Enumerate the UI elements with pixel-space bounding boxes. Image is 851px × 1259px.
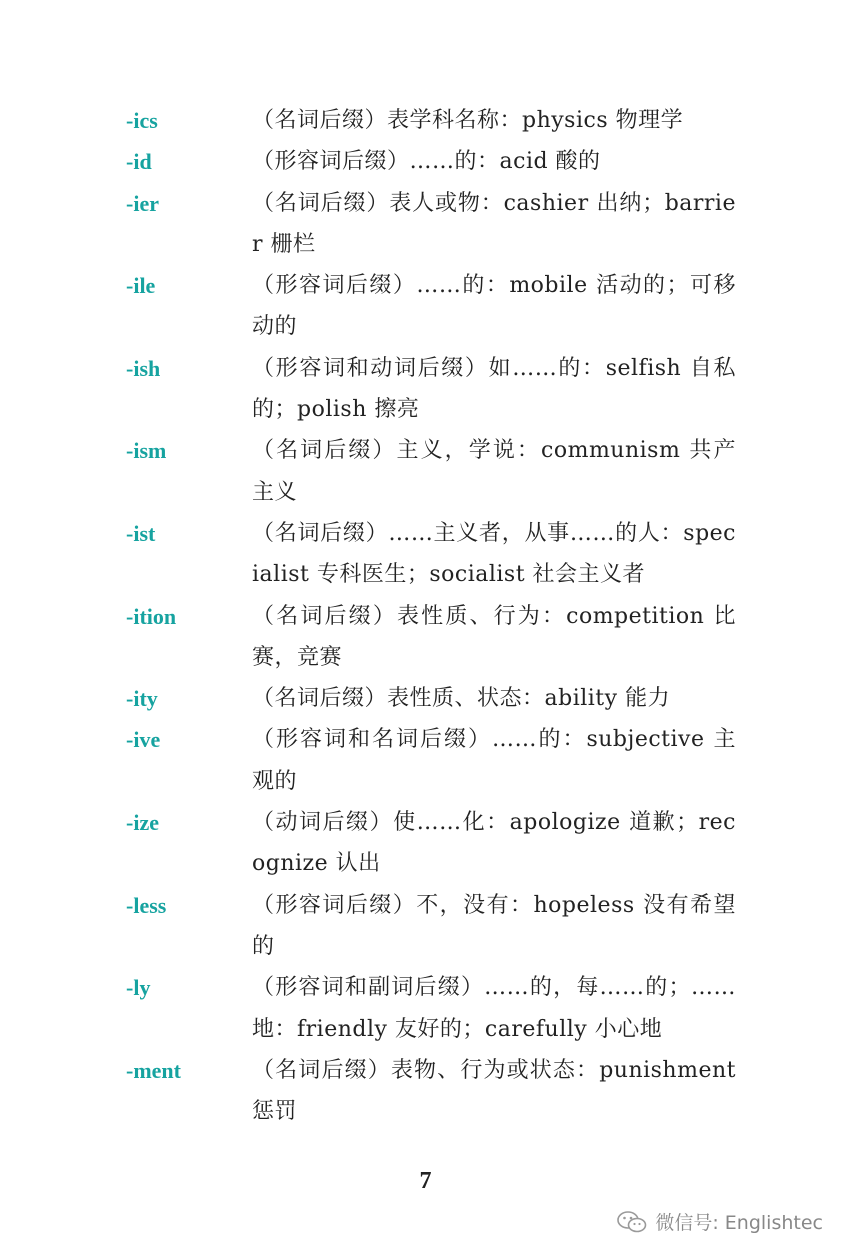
list-item [126, 183, 736, 266]
suffix-term: -ive [126, 727, 161, 753]
suffix-definition: （名词后缀）表人或物：cashier 出纳；barrier 栅栏 [252, 190, 736, 257]
suffix-definition: （形容词和动词后缀）如……的：selfish 自私的；polish 擦亮 [252, 355, 736, 423]
list-item [126, 100, 736, 141]
suffix-definition: （形容词后缀）……的：acid 酸的 [252, 149, 601, 175]
suffix-term: -ment [126, 1057, 181, 1083]
suffix-definition: （名词后缀）……主义者，从事……的人：specialist 专科医生；socialist 社会主义者 [252, 520, 736, 588]
list-item [126, 513, 736, 596]
suffix-definition: （动词后缀）使……化：apologize 道歉；recognize 认出 [252, 810, 736, 877]
list-item [126, 678, 736, 719]
list-item [126, 141, 736, 182]
suffix-term: -ism [126, 438, 167, 464]
list-item [126, 885, 736, 968]
list-item [126, 802, 736, 885]
suffix-term: -ly [126, 975, 151, 1001]
watermark-text: 微信号: Englishtec [655, 1212, 823, 1234]
suffix-term: -ity [126, 686, 158, 712]
list-item [126, 1050, 736, 1133]
suffix-definition: （形容词和副词后缀）……的，每……的；……地：friendly 友好的；carefully 小心地 [252, 975, 736, 1042]
list-item [126, 596, 736, 679]
list-item [126, 348, 736, 431]
suffix-term: -ist [126, 520, 156, 546]
suffix-definition: （形容词和名词后缀）……的：subjective 主观的 [252, 727, 736, 794]
list-item [126, 967, 736, 1050]
watermark [617, 1208, 823, 1235]
list-item [126, 719, 736, 802]
suffix-term: -ics [126, 108, 158, 133]
list-item [126, 430, 736, 513]
suffix-term: -ile [126, 273, 156, 299]
suffix-term: -ish [126, 355, 161, 381]
suffix-term: -ize [126, 810, 159, 836]
wechat-icon [617, 1210, 647, 1234]
suffix-definition: （形容词后缀）……的：mobile 活动的；可移动的 [252, 273, 736, 340]
suffix-term: -id [126, 149, 152, 175]
suffix-definition: （形容词后缀）不，没有：hopeless 没有希望的 [252, 892, 736, 959]
suffix-term: -ition [126, 603, 177, 629]
suffix-definition: （名词后缀）表性质、行为：competition 比赛，竞赛 [252, 603, 736, 670]
suffix-definition: （名词后缀）表性质、状态：ability 能力 [252, 686, 671, 712]
suffix-definition: （名词后缀）主义，学说：communism 共产主义 [252, 438, 736, 505]
suffix-term: -less [126, 892, 167, 918]
page-number: 7 [419, 1168, 432, 1194]
suffix-term: -ier [126, 190, 159, 216]
suffix-definition: （名词后缀）表物、行为或状态：punishment 惩罚 [252, 1057, 736, 1125]
suffix-definition: （名词后缀）表学科名称：physics 物理学 [252, 108, 684, 133]
list-item [126, 265, 736, 348]
suffix-list [126, 100, 736, 1132]
